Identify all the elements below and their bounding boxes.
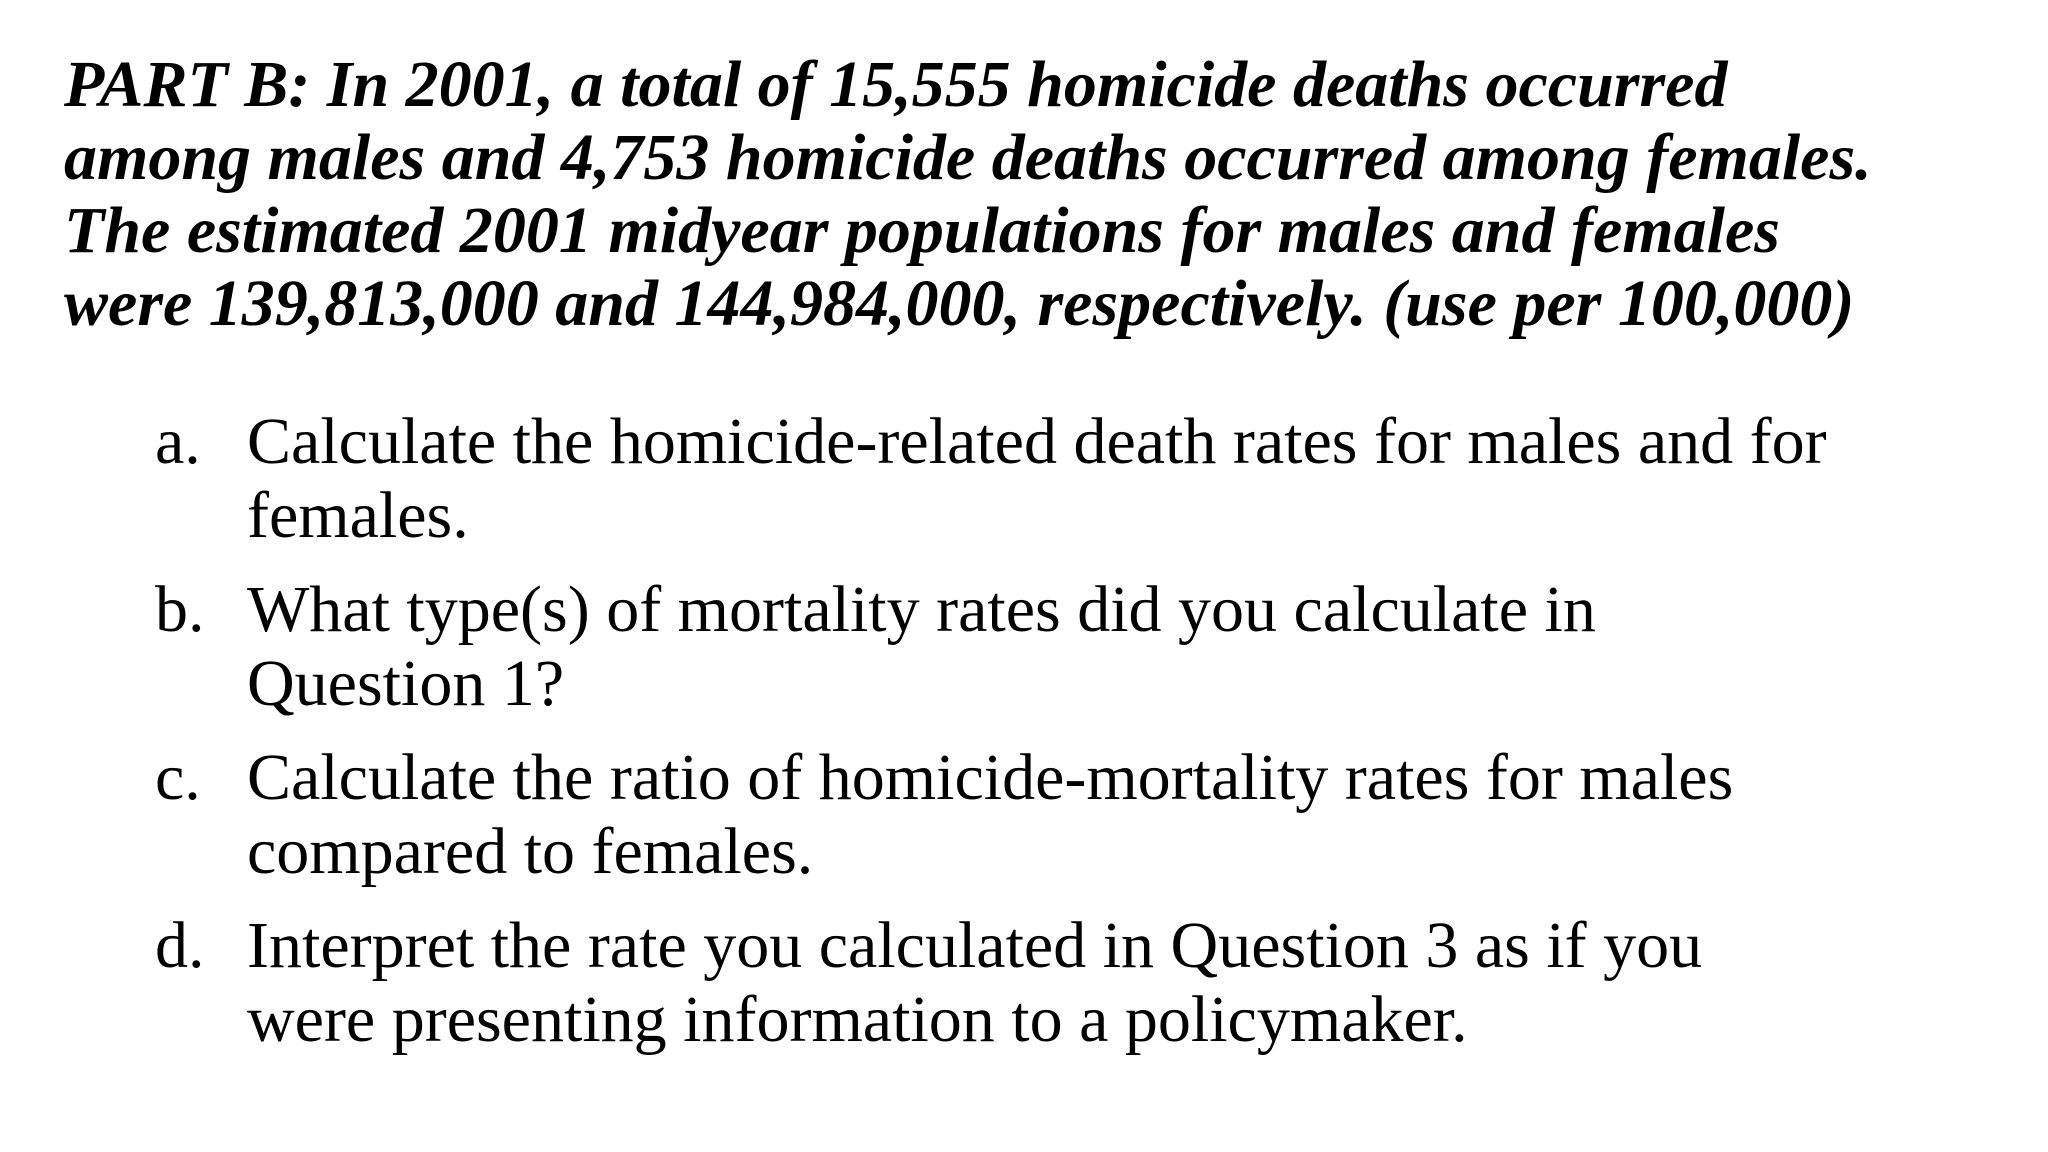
question-text-line: Question 1?	[247, 647, 565, 720]
question-marker: a.	[155, 405, 201, 478]
question-marker: b.	[155, 573, 205, 646]
question-b	[155, 573, 2005, 721]
question-text-line: Interpret the rate you calculated in Question 3 as if you	[247, 909, 1703, 982]
problem-statement-line: The estimated 2001 midyear populations for males and females	[64, 194, 1780, 267]
problem-statement-line: were 139,813,000 and 144,984,000, respectively. (use per 100,000)	[64, 267, 1855, 340]
question-text-line: were presenting information to a policymaker.	[247, 983, 1468, 1056]
question-marker: d.	[155, 909, 205, 982]
question-text-line: compared to females.	[247, 815, 814, 888]
question-text-line: What type(s) of mortality rates did you calculate in	[247, 573, 1596, 646]
question-marker: c.	[155, 741, 201, 814]
part-b-problem-statement	[64, 48, 2024, 340]
question-text-line: Calculate the ratio of homicide-mortality rates for males	[247, 741, 1734, 814]
question-text-line: females.	[247, 479, 469, 552]
question-c	[155, 741, 2005, 889]
question-a	[155, 405, 2005, 553]
problem-statement-line: PART B: In 2001, a total of 15,555 homicide deaths occurred	[64, 48, 1728, 121]
question-text-line: Calculate the homicide-related death rates for males and for	[247, 405, 1827, 478]
question-d	[155, 909, 2005, 1057]
question-list	[155, 405, 2005, 1077]
problem-statement-line: among males and 4,753 homicide deaths occurred among females.	[64, 121, 1872, 194]
